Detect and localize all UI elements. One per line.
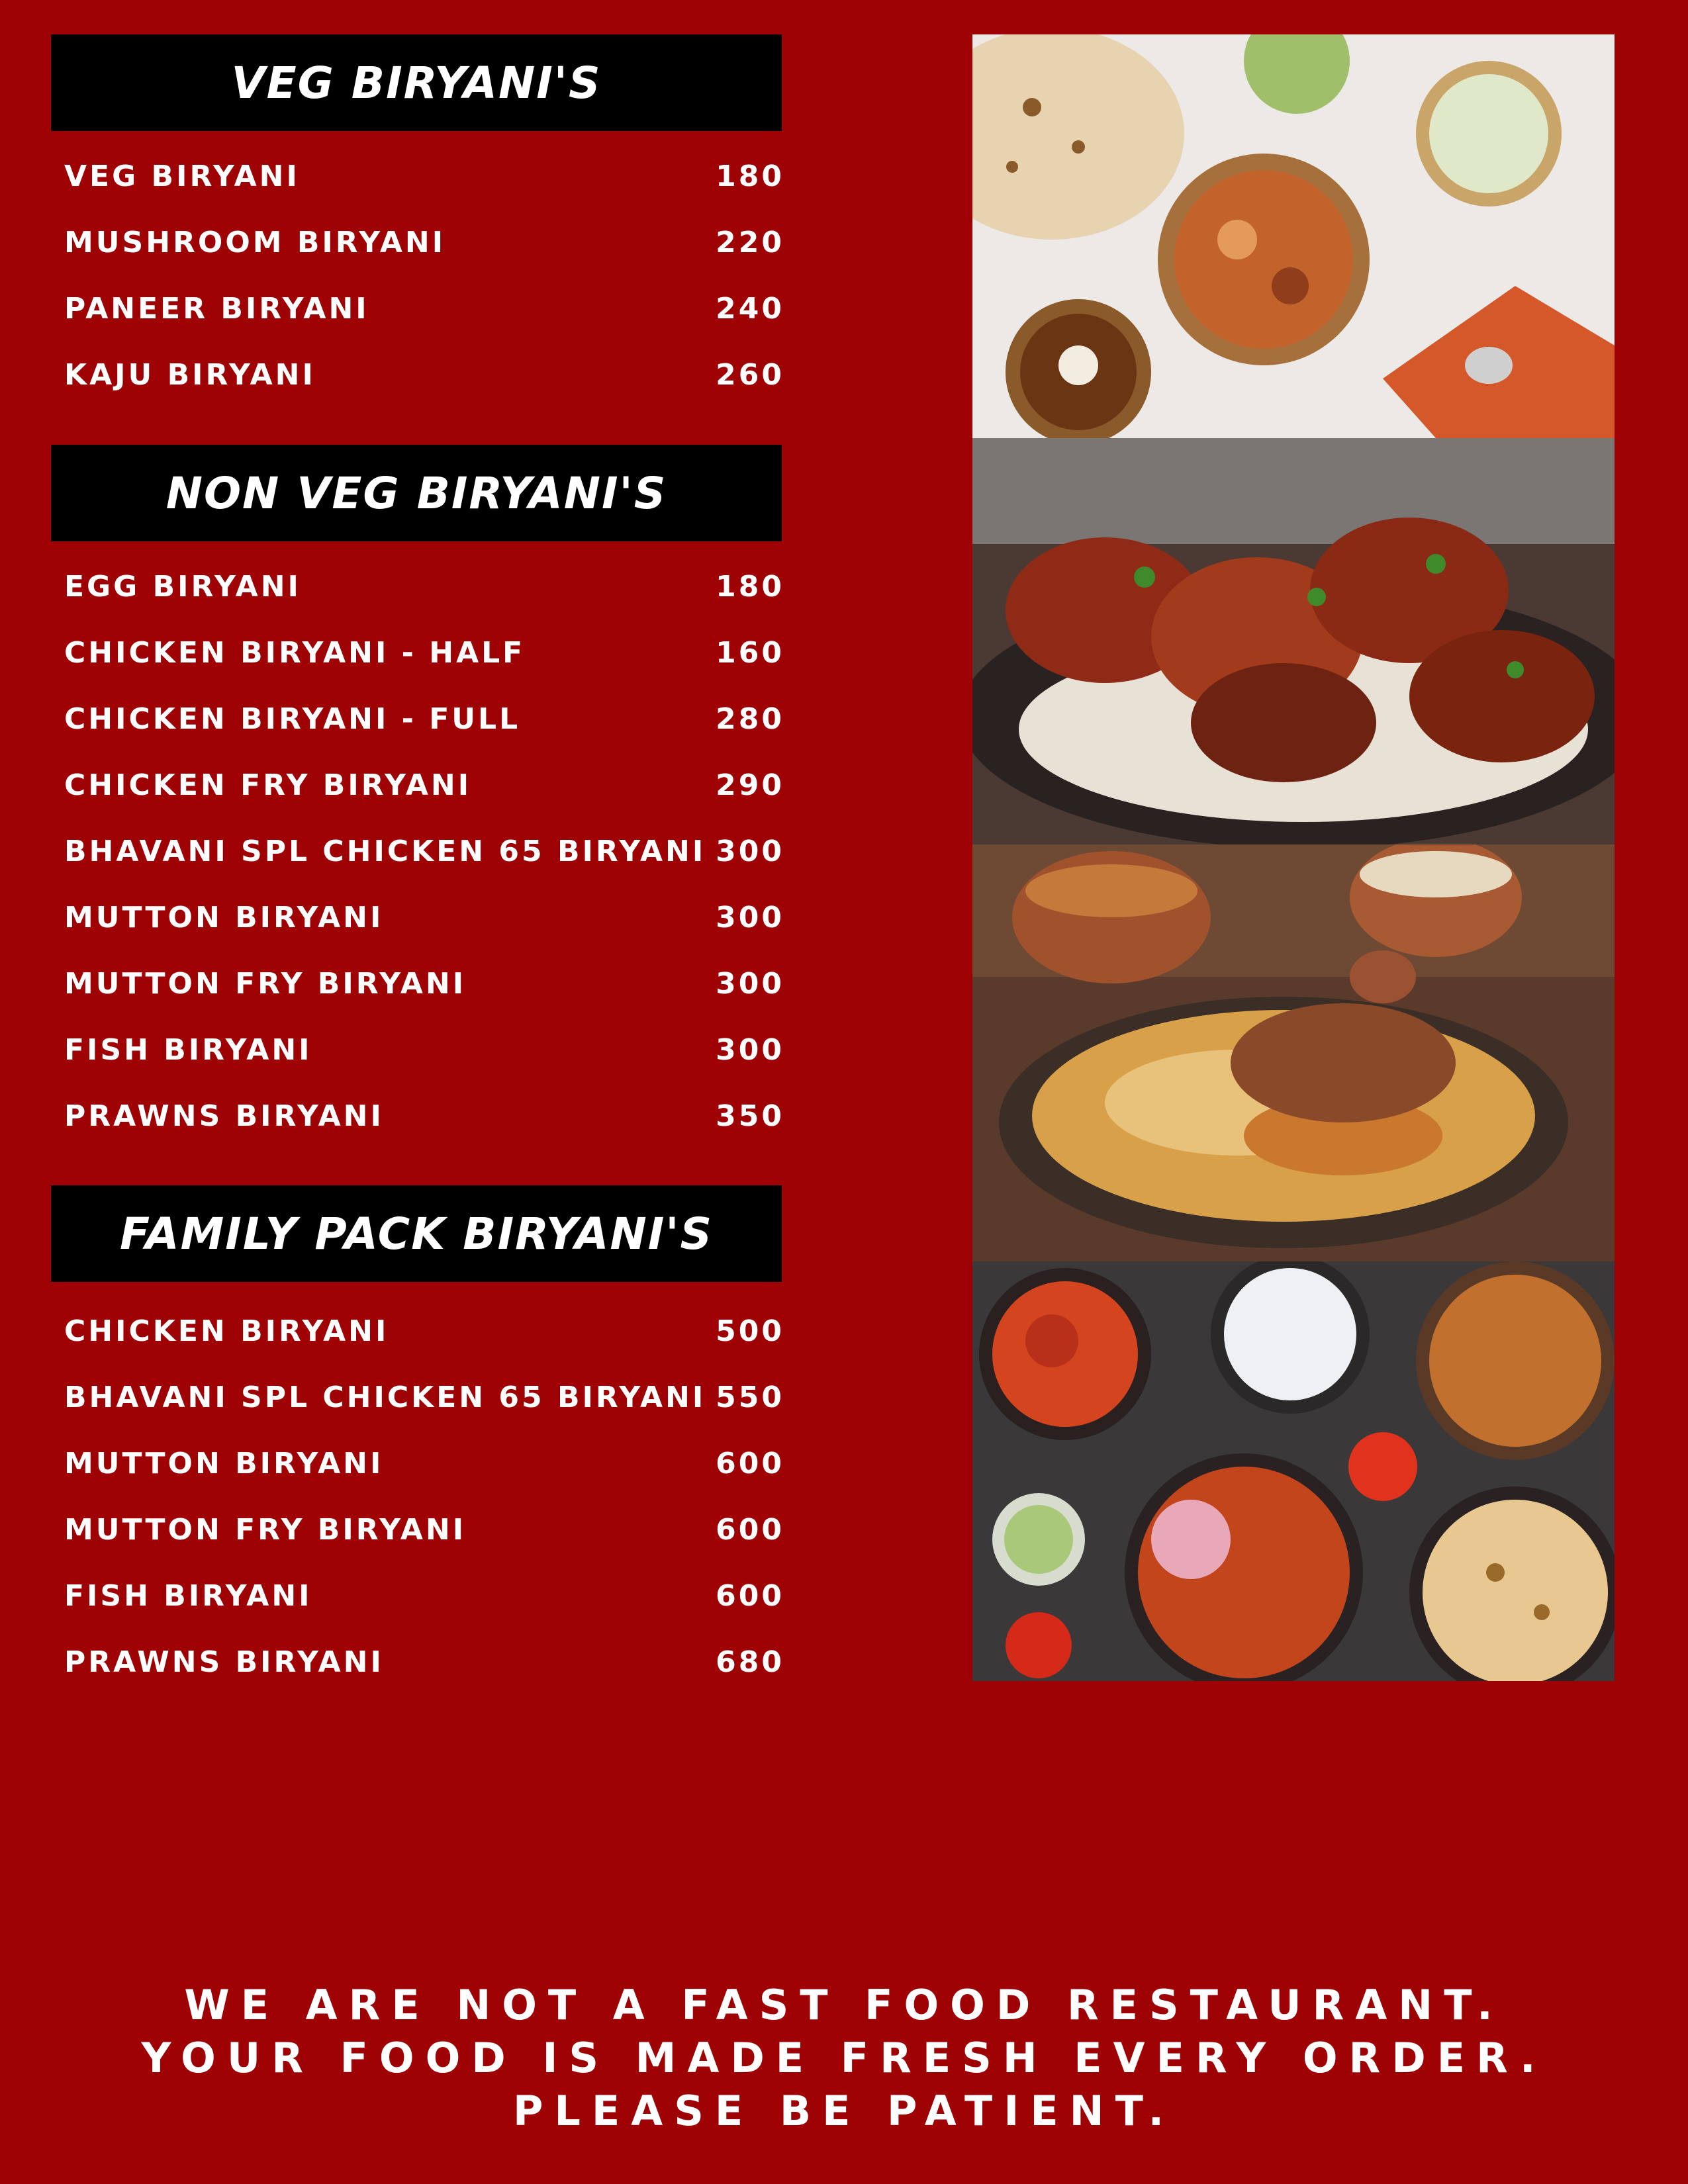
item-price: 180 [716,159,784,193]
item-price: 680 [716,1645,784,1679]
food-photo-biryani-image [972,844,1615,1261]
item-name: BHAVANI SPL CHICKEN 65 BIRYANI [64,834,706,868]
item-name: VEG BIRYANI [64,159,300,193]
food-photo-thali-spread-image [972,1261,1615,1681]
item-name: MUSHROOM BIRYANI [64,225,446,259]
item-name: EGG BIRYANI [64,569,301,604]
footer-line-1: WE ARE NOT A FAST FOOD RESTAURANT. [184,1981,1504,2029]
menu-item [64,341,784,408]
footer-notice [0,1979,1688,2138]
item-name: MUTTON FRY BIRYANI [64,1512,467,1547]
food-photo-biryani [972,844,1615,1261]
section-title: FAMILY PACK BIRYANI'S [119,1208,714,1259]
food-photo-tandoori-chicken-image [972,438,1615,844]
item-name: MUTTON BIRYANI [64,900,384,934]
item-name: PANEER BIRYANI [64,291,369,326]
item-price: 260 [716,357,784,392]
menu-item [64,686,784,752]
item-name: FISH BIRYANI [64,1578,312,1613]
item-name: PRAWNS BIRYANI [64,1099,384,1133]
item-price: 280 [716,702,784,736]
menu-item [64,884,784,950]
menu-item [64,275,784,341]
food-photo-naan-curry [972,34,1615,438]
menu-item [64,1017,784,1083]
item-name: MUTTON FRY BIRYANI [64,966,467,1001]
item-price: 600 [716,1578,784,1613]
section-title: VEG BIRYANI'S [231,57,602,109]
item-name: MUTTON BIRYANI [64,1446,384,1480]
menu-item [64,1298,784,1364]
food-photo-naan-curry-image [972,34,1615,438]
item-price: 290 [716,768,784,802]
item-price: 300 [716,1032,784,1067]
item-name: CHICKEN BIRYANI - FULL [64,702,521,736]
item-price: 500 [716,1314,784,1348]
menu-item [64,752,784,818]
menu-item [64,1563,784,1629]
menu-item [64,1629,784,1695]
food-photo-tandoori-chicken [972,438,1615,844]
menu-item [64,209,784,275]
menu-item [64,619,784,686]
item-price: 160 [716,635,784,670]
section-header-veg [51,34,782,131]
item-name: BHAVANI SPL CHICKEN 65 BIRYANI [64,1380,706,1414]
menu-item [64,818,784,884]
item-price: 220 [716,225,784,259]
menu-item [64,1364,784,1430]
item-price: 550 [716,1380,784,1414]
item-price: 600 [716,1512,784,1547]
section-header-non-veg [51,445,782,541]
food-photo-thali-spread [972,1261,1615,1681]
item-price: 300 [716,966,784,1001]
footer-line-2: YOUR FOOD IS MADE FRESH EVERY ORDER. [141,2034,1547,2082]
section-header-family-pack [51,1185,782,1282]
menu-item [64,950,784,1017]
menu-item [64,143,784,209]
item-name: FISH BIRYANI [64,1032,312,1067]
item-price: 350 [716,1099,784,1133]
item-name: KAJU BIRYANI [64,357,316,392]
item-name: CHICKEN FRY BIRYANI [64,768,472,802]
footer-line-3: PLEASE BE PATIENT. [512,2087,1176,2135]
item-name: CHICKEN BIRYANI - HALF [64,635,526,670]
section-title: NON VEG BIRYANI'S [165,467,667,519]
item-price: 180 [716,569,784,604]
menu-item [64,1430,784,1496]
item-name: CHICKEN BIRYANI [64,1314,389,1348]
menu-item [64,1496,784,1563]
menu-item [64,553,784,619]
item-name: PRAWNS BIRYANI [64,1645,384,1679]
item-price: 300 [716,900,784,934]
menu-item [64,1083,784,1149]
item-price: 240 [716,291,784,326]
item-price: 300 [716,834,784,868]
item-price: 600 [716,1446,784,1480]
